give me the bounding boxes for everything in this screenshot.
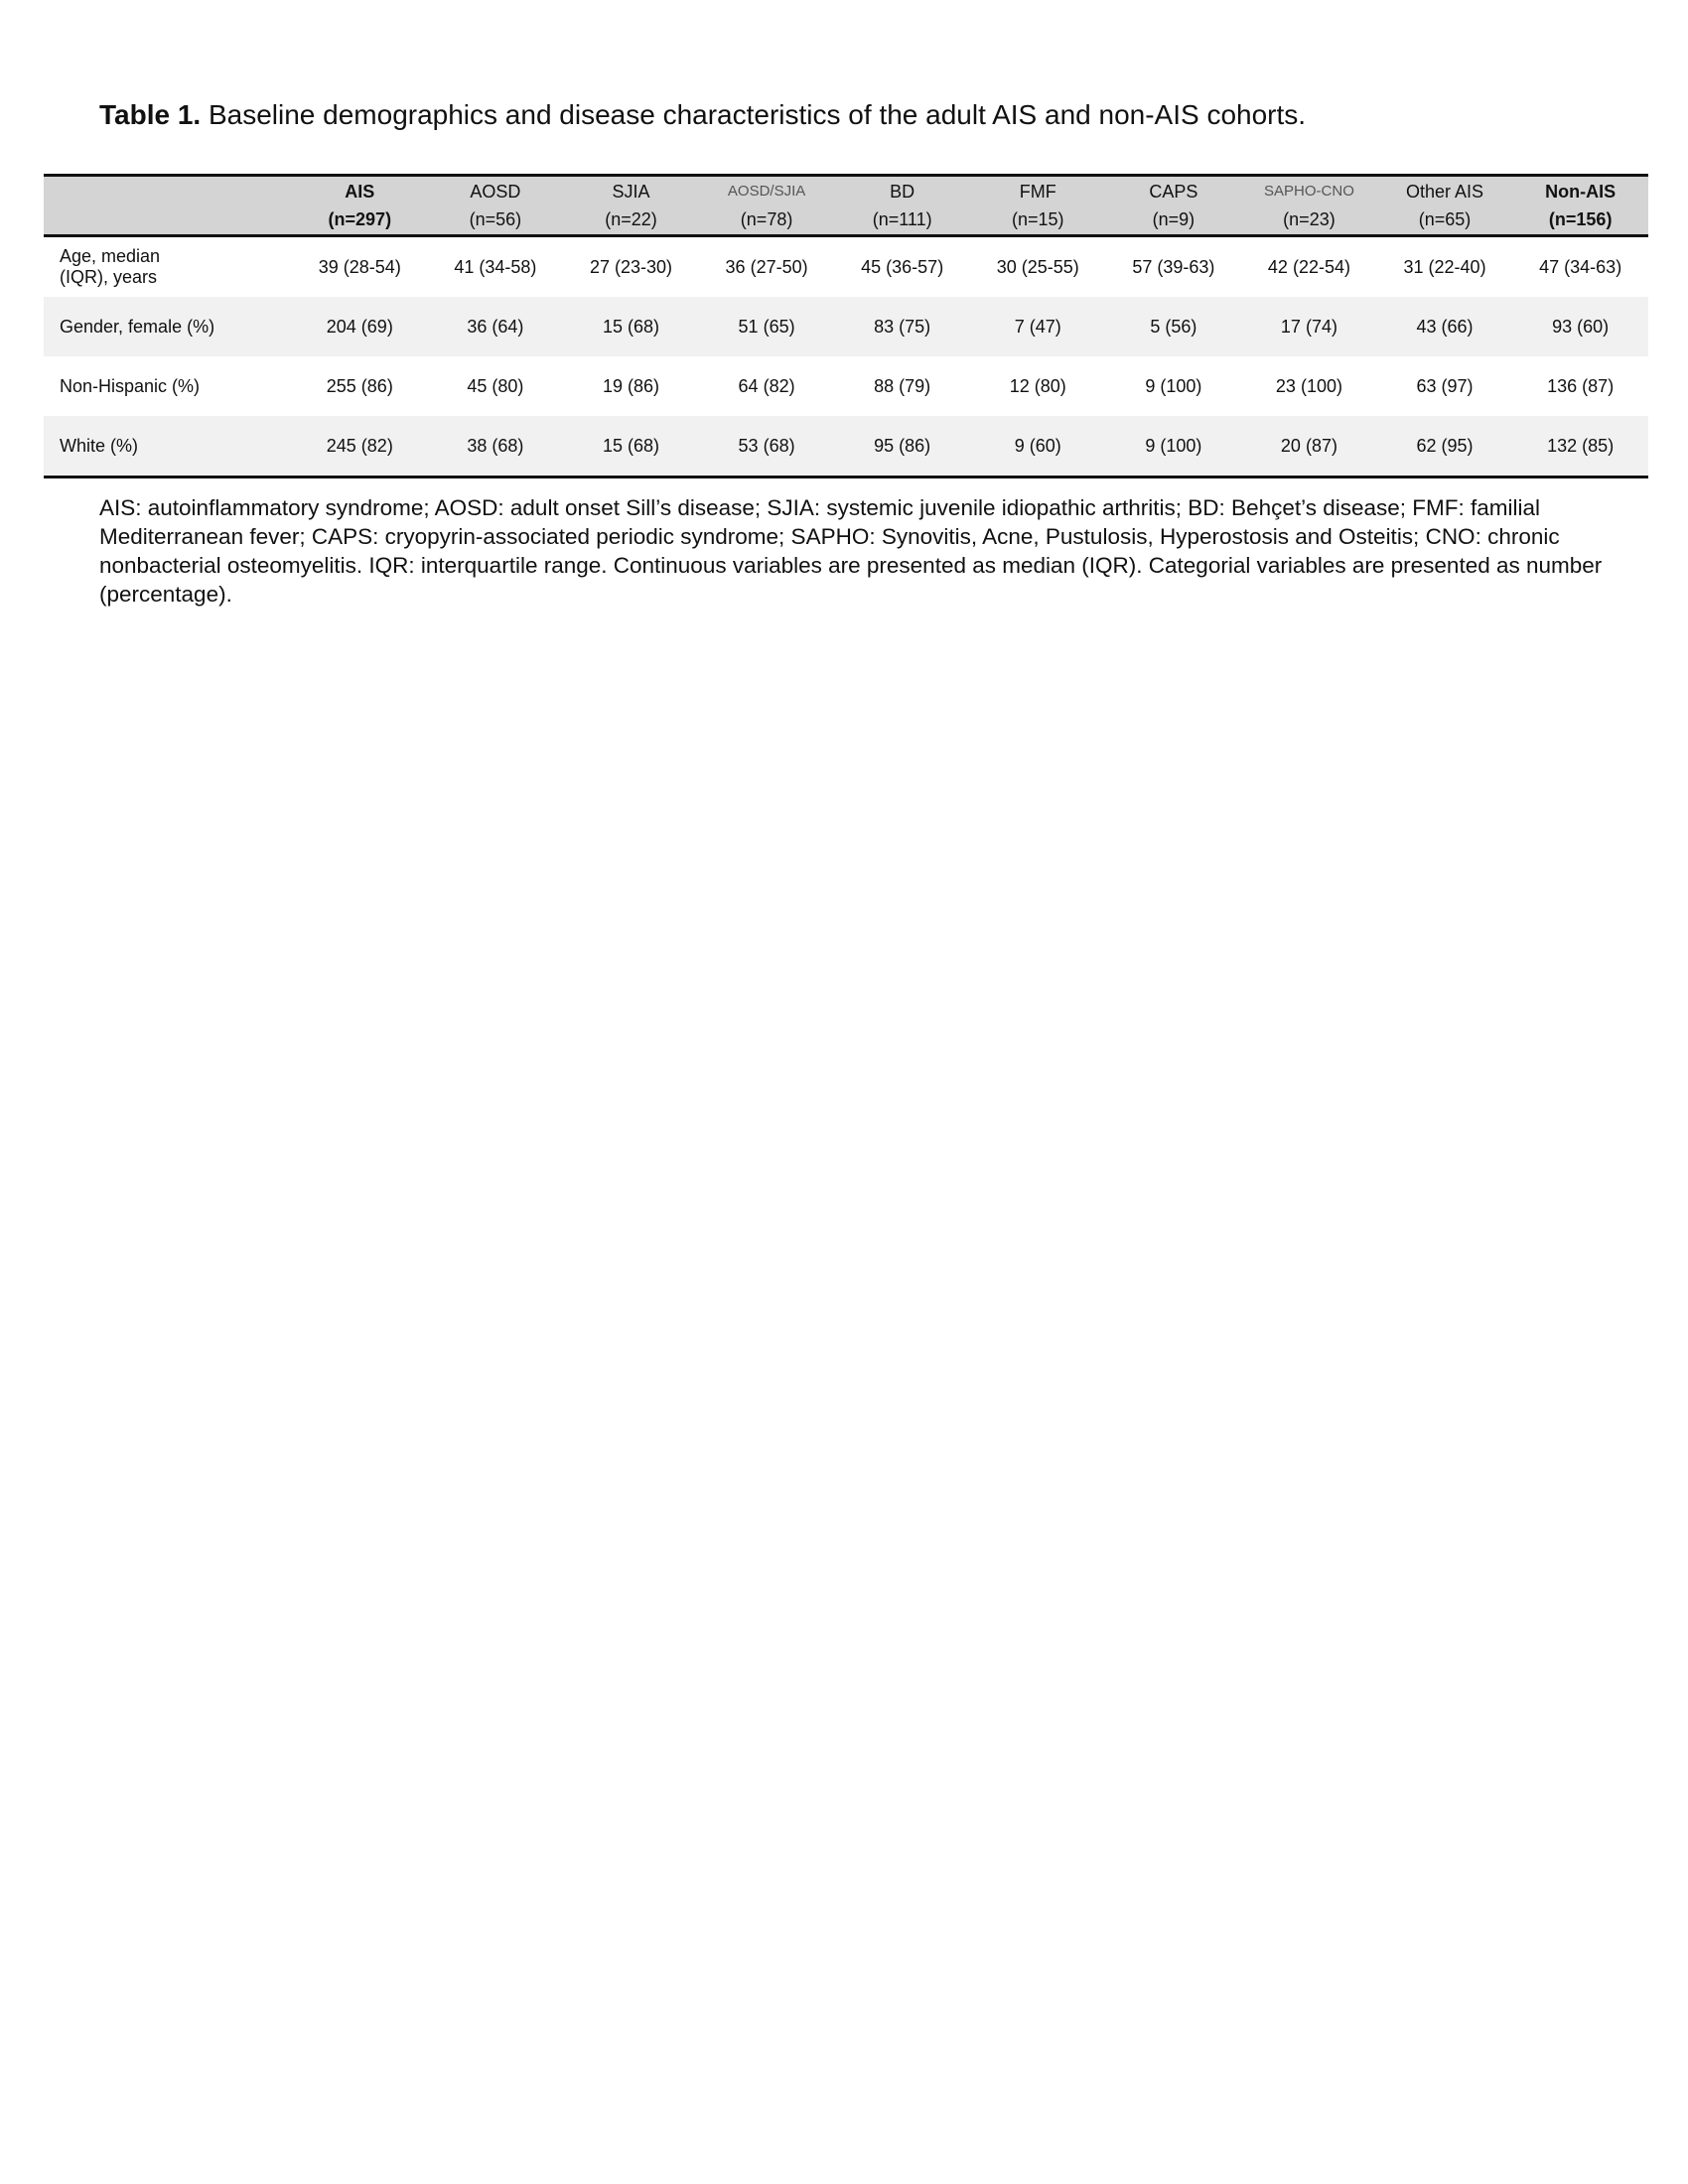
table-cell: 95 (86) (874, 435, 931, 456)
table-cell: 15 (68) (602, 316, 659, 337)
table-title (99, 99, 1306, 131)
table-cell: 136 (87) (1547, 375, 1615, 396)
table-cell: 245 (82) (326, 435, 393, 456)
table-row (44, 356, 1648, 416)
table-cell: 27 (23-30) (589, 256, 673, 277)
table-cell: 57 (39-63) (1132, 256, 1215, 277)
table-cell: 45 (80) (467, 375, 524, 396)
table-row (44, 297, 1648, 356)
table-cell: 83 (75) (874, 316, 931, 337)
table-body (44, 236, 1648, 478)
table-cell: 9 (60) (1014, 435, 1061, 456)
table-row (44, 416, 1648, 478)
column-name: SJIA (612, 182, 650, 202)
table-cell: 41 (34-58) (454, 256, 537, 277)
column-name: SAPHO-CNO (1264, 183, 1354, 200)
table-cell: 7 (47) (1014, 316, 1061, 337)
table-cell: 15 (68) (602, 435, 659, 456)
column-n: (n=23) (1283, 209, 1336, 229)
row-label: Age, median (IQR), years (60, 246, 161, 287)
table-cell: 36 (64) (467, 316, 524, 337)
column-header (428, 176, 564, 236)
table-cell: 43 (66) (1416, 316, 1474, 337)
row-label: White (%) (60, 435, 139, 456)
table-cell: 62 (95) (1416, 435, 1474, 456)
table-cell: 51 (65) (738, 316, 795, 337)
table-cell: 42 (22-54) (1267, 256, 1350, 277)
column-name: FMF (1019, 182, 1056, 202)
table-cell: 17 (74) (1280, 316, 1337, 337)
column-n: (n=9) (1152, 209, 1196, 229)
column-header (970, 176, 1106, 236)
column-name: AOSD/SJIA (727, 183, 806, 200)
column-n: (n=15) (1011, 209, 1064, 229)
table-cell: 204 (69) (326, 316, 393, 337)
column-header (292, 176, 428, 236)
column-header (834, 176, 970, 236)
column-n: (n=78) (740, 209, 793, 229)
column-n: (n=22) (605, 209, 657, 229)
column-header (1377, 176, 1513, 236)
column-header (563, 176, 699, 236)
table-cell: 39 (28-54) (318, 256, 401, 277)
column-n: (n=111) (872, 209, 932, 229)
column-n: (n=65) (1418, 209, 1472, 229)
row-label: Gender, female (%) (60, 316, 215, 337)
header-row (44, 176, 1648, 236)
table-cell: 45 (36-57) (861, 256, 944, 277)
table-number: Table 1. (99, 99, 202, 130)
table-cell: 132 (85) (1547, 435, 1615, 456)
table-cell: 36 (27-50) (725, 256, 808, 277)
table-cell: 47 (34-63) (1539, 256, 1622, 277)
table-cell: 53 (68) (738, 435, 795, 456)
column-header (699, 176, 835, 236)
table-cell: 63 (97) (1416, 375, 1474, 396)
table-cell: 5 (56) (1150, 316, 1197, 337)
table-cell: 23 (100) (1275, 375, 1342, 396)
table-cell: 93 (60) (1552, 316, 1610, 337)
table-cell: 19 (86) (602, 375, 659, 396)
column-n: (n=56) (469, 209, 522, 229)
table-cell: 9 (100) (1145, 375, 1202, 396)
column-name: Non-AIS (1545, 182, 1617, 202)
table-caption: Baseline demographics and disease characteristics of the adult AIS and non-AIS cohorts. (201, 99, 1307, 130)
column-header (1512, 176, 1648, 236)
table-cell: 30 (25-55) (996, 256, 1079, 277)
column-header (1241, 176, 1377, 236)
table-cell: 88 (79) (874, 375, 931, 396)
table-cell: 9 (100) (1145, 435, 1202, 456)
column-n: (n=156) (1548, 209, 1613, 229)
table-cell: 255 (86) (326, 375, 393, 396)
demographics-table (44, 174, 1648, 478)
table-cell: 20 (87) (1280, 435, 1337, 456)
table-cell: 38 (68) (467, 435, 524, 456)
header-empty (44, 176, 292, 236)
column-name: CAPS (1149, 182, 1198, 202)
table-row (44, 236, 1648, 298)
row-label: Non-Hispanic (%) (60, 375, 201, 396)
column-name: AOSD (470, 182, 521, 202)
column-header (1106, 176, 1242, 236)
footnote: AIS: autoinflammatory syndrome; AOSD: adult onset Sill’s disease; SJIA: systemic juvenile idiopathic arthritis; BD: Behçet’s disease; FMF: familial Mediterranean fever; CAPS: cryopyrin-associated periodic syndrome; SAPHO: Synovitis, Acne, Pustulosis, Hyperostosis and Osteitis; CNO: chronic nonbacterial osteomyelitis. IQR: interquartile range. Continuous variables are presented as median (IQR). Categorial variables are presented as number (percentage). (99, 495, 1603, 607)
column-name: BD (890, 182, 915, 202)
column-name: AIS (345, 182, 375, 202)
table-cell: 64 (82) (738, 375, 795, 396)
column-n: (n=297) (328, 209, 392, 229)
column-name: Other AIS (1406, 182, 1484, 202)
table-cell: 31 (22-40) (1403, 256, 1486, 277)
table-cell: 12 (80) (1009, 375, 1066, 396)
